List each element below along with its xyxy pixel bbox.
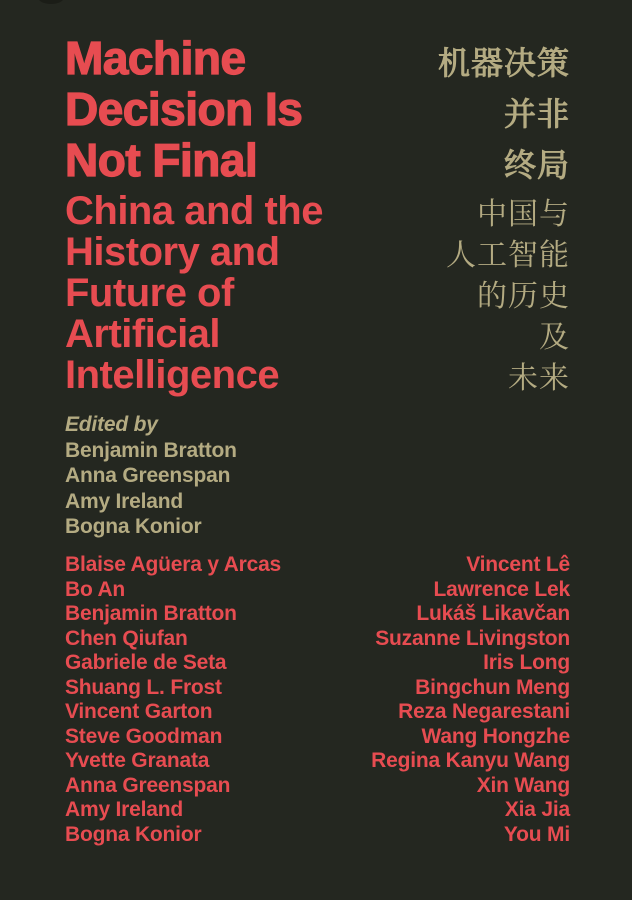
- contributor-name: Anna Greenspan: [65, 773, 231, 797]
- contributor-name: Amy Ireland: [65, 798, 184, 821]
- contributors-right-column: [371, 553, 570, 847]
- contributor-name: Shuang L. Frost: [65, 675, 222, 699]
- contributor-name: Blaise Agüera y Arcas: [65, 553, 282, 576]
- title-row: [65, 33, 570, 191]
- contributor-name: Steve Goodman: [65, 724, 223, 748]
- contributor-name: Lukáš Likavčan: [416, 602, 570, 625]
- editors-block: [65, 412, 237, 540]
- title-line-zh: 终局: [503, 147, 570, 183]
- title-english: [65, 33, 302, 186]
- contributor-name: You Mi: [503, 822, 570, 846]
- cropped-logo-mark: [38, 0, 64, 4]
- title-line: Not Final: [65, 134, 258, 186]
- contributor-name: Bogna Konior: [65, 822, 202, 846]
- title-line-zh: 机器决策: [437, 45, 570, 81]
- editor-name: Anna Greenspan: [65, 464, 231, 487]
- contributor-name: Vincent Garton: [65, 700, 213, 723]
- title-chinese: [438, 33, 570, 191]
- contributor-name: Bingchun Meng: [415, 675, 570, 699]
- subtitle-line-zh: 的历史: [477, 280, 570, 313]
- contributor-name: Gabriele de Seta: [65, 651, 227, 674]
- subtitle-row: [65, 191, 570, 399]
- contributor-name: Regina Kanyu Wang: [371, 749, 570, 772]
- subtitle-line-zh: 人工智能: [446, 239, 570, 272]
- contributors-row: [65, 553, 570, 847]
- contributor-name: Suzanne Livingston: [375, 626, 570, 650]
- contributor-name: Chen Qiufan: [65, 626, 188, 650]
- title-line: Decision Is: [65, 83, 303, 135]
- title-line-zh: 并非: [503, 96, 570, 132]
- contributor-name: Benjamin Bratton: [65, 602, 237, 625]
- subtitle-line: Future of: [65, 271, 234, 315]
- subtitle-line-zh: 及: [539, 321, 570, 354]
- editor-name: Bogna Konior: [65, 515, 202, 538]
- contributor-name: Reza Negarestani: [398, 700, 570, 723]
- subtitle-line: Artificial: [65, 312, 221, 356]
- subtitle-line: Intelligence: [65, 353, 280, 397]
- subtitle-line: History and: [65, 230, 280, 274]
- contributor-name: Bo An: [65, 577, 126, 601]
- contributor-name: Vincent Lê: [466, 553, 570, 576]
- contributor-name: Wang Hongzhe: [421, 724, 570, 748]
- contributor-name: Xin Wang: [476, 773, 570, 797]
- title-line: Machine: [65, 32, 246, 84]
- subtitle-line-zh: 未来: [508, 362, 570, 395]
- contributor-name: Lawrence Lek: [433, 577, 570, 601]
- editor-name: Benjamin Bratton: [65, 438, 237, 462]
- contributor-name: Iris Long: [483, 651, 570, 674]
- contributor-name: Yvette Granata: [65, 749, 210, 772]
- contributor-name: Xia Jia: [504, 798, 570, 821]
- subtitle-chinese: [446, 191, 570, 399]
- subtitle-line-zh: 中国与: [477, 198, 570, 231]
- contributors-left-column: [65, 553, 281, 847]
- subtitle-english: [65, 191, 323, 396]
- editor-name: Amy Ireland: [65, 489, 184, 513]
- subtitle-line: China and the: [65, 189, 323, 233]
- edited-by-label: Edited by: [65, 413, 158, 436]
